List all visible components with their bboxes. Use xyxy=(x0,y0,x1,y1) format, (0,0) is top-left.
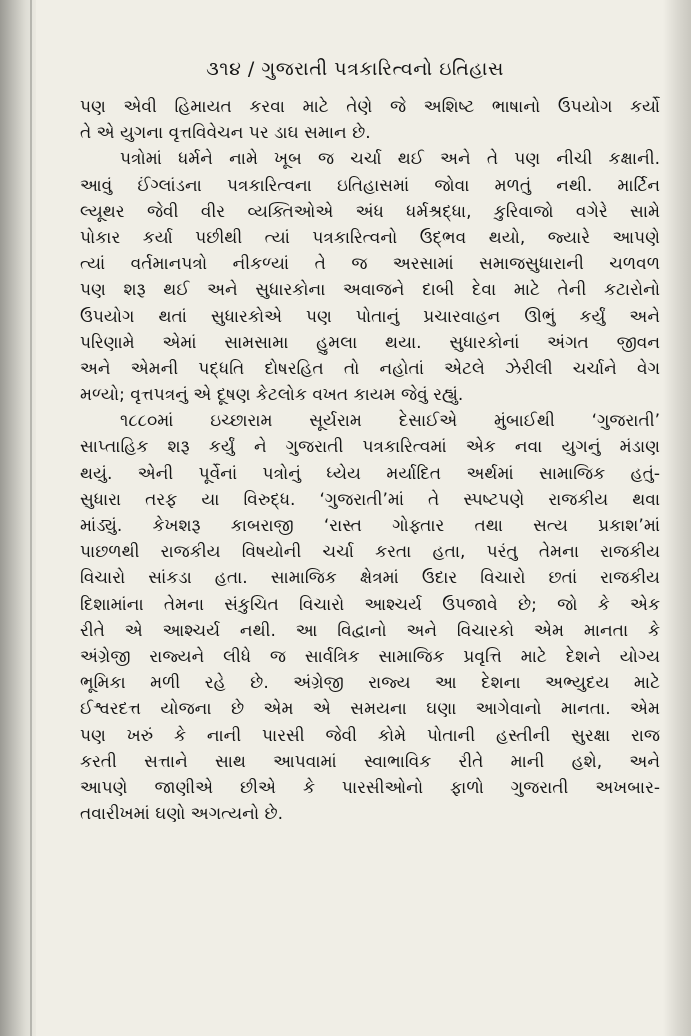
text-line: અંગ્રેજી રાજ્યને લીધે જ સાર્વત્રિક સામાજિક પ્રવૃત્તિ માટે દેશને યોગ્ય xyxy=(80,646,660,667)
text-line: ઈશ્વરદત્ત યોજના છે એમ એ સમયના ઘણા આગેવાનો માનતા. એમ xyxy=(80,699,660,720)
running-header xyxy=(60,58,650,80)
text-line: માંડ્યું. કેખશરૂ કાબરાજી ‘રાસ્ત ગોફ્તાર તથા સત્ય પ્રકાશ’માં xyxy=(80,516,660,536)
text-line: રીતે એ આશ્ચર્ય નથી. આ વિદ્વાનો અને વિચારકો એમ માનતા કે xyxy=(80,620,660,641)
page-number: ૩૧૪ xyxy=(206,58,242,80)
text-line: પાછળથી રાજકીય વિષયોની ચર્ચા કરતા હતા, પરંતુ તેમના રાજકીય xyxy=(80,542,660,563)
text-line: આવું ઈંગ્લાંડના પત્રકારિત્વના ઇતિહાસમાં જોવા મળતું નથી. માર્ટિન xyxy=(80,175,660,196)
text-line: પણ એવી હિમાયત કરવા માટે તેણે જે અશિષ્ટ ભાષાનો ઉપયોગ કર્યો xyxy=(80,97,660,117)
text-line: ત્યાં વર્તમાનપત્રો નીકળ્યાં તે જ અરસામાં સમાજસુધારાની ચળવળ xyxy=(80,254,660,275)
text-line: ઉપયોગ થતાં સુધારકોએ પણ પોતાનું પ્રચારવાહન ઊભું કર્યું અને xyxy=(80,306,660,327)
text-line: આપણે જાણીએ છીએ કે પારસીઓનો ફાળો ગુજરાતી અખબાર- xyxy=(80,777,660,798)
text-line: સાપ્તાહિક શરૂ કર્યું ને ગુજરાતી પત્રકારિત્વમાં એક નવા યુગનું મંડાણ xyxy=(80,437,660,458)
text-line: લ્યૂથર જેવી વીર વ્યક્તિઓએ અંધ ધર્મશ્રદ્ધા, કુરિવાજો વગેરે સામે xyxy=(80,201,660,222)
page-edge xyxy=(663,0,691,1036)
text-line: પરિણામે એમાં સામસામા હુમલા થયા. સુધારકોનાં અંગત જીવન xyxy=(80,332,660,353)
text-line: પોકાર કર્યા પછીથી ત્યાં પત્રકારિત્વનો ઉદ્ભવ થયો, જ્યારે આપણે xyxy=(80,227,660,248)
header-separator: / xyxy=(247,58,255,80)
text-line: ભૂમિકા મળી રહે છે. અંગ્રેજી રાજ્ય આ દેશના અભ્યુદય માટે xyxy=(80,673,660,694)
text-line: અને એમની પદ્ધતિ દોષરહિત તો નહોતાં એટલે ઝેરીલી ચર્ચાને વેગ xyxy=(80,358,660,379)
paragraph-first-line: ૧૮૮૦માં ઇચ્છારામ સૂર્યરામ દેસાઈએ મુંબાઈથી ‘ગુજરાતી’ xyxy=(120,411,660,432)
text-line: દિશામાંના તેમના સંકુચિત વિચારો આશ્ચર્ય ઉપજાવે છે; જો કે એક xyxy=(80,594,660,615)
text-line: થયું. એની પૂર્વેનાં પત્રોનું ધ્યેય મર્યાદિત અર્થમાં સામાજિક હતું- xyxy=(80,463,660,484)
text-line: મળ્યો; વૃત્તપત્રનું એ દૂષણ કેટલોક વખત કાયમ જેવું રહ્યું. xyxy=(80,385,464,406)
text-line: પણ શરૂ થઈ અને સુધારકોના અવાજને દાબી દેવા માટે તેની કટારોનો xyxy=(80,280,660,301)
book-spine-line xyxy=(30,0,32,1036)
text-line: તે એ યુગના વૃત્તવિવેચન પર ડાઘ સમાન છે. xyxy=(80,123,371,144)
text-line: વિચારો સાંકડા હતા. સામાજિક ક્ષેત્રમાં ઉદાર વિચારો છતાં રાજકીય xyxy=(80,568,660,589)
text-line: સુધારા તરફ યા વિરુદ્ધ. ‘ગુજરાતી’માં તે સ્પષ્ટપણે રાજકીય થવા xyxy=(80,489,660,510)
paragraph-first-line: પત્રોમાં ધર્મને નામે ખૂબ જ ચર્ચા થઈ અને તે પણ નીચી કક્ષાની. xyxy=(120,149,660,170)
text-line: તવારીખમાં ઘણો અગત્યનો છે. xyxy=(80,804,284,825)
book-title: ગુજરાતી પત્રકારિત્વનો ઇતિહાસ xyxy=(261,58,504,80)
page-body-text xyxy=(80,94,660,827)
text-line: કરતી સત્તાને સાથ આપવામાં સ્વાભાવિક રીતે માની હશે, અને xyxy=(80,751,660,772)
text-line: પણ ખરું કે નાની પારસી જેવી કોમે પોતાની હસ્તીની સુરક્ષા રાજ xyxy=(80,725,660,746)
